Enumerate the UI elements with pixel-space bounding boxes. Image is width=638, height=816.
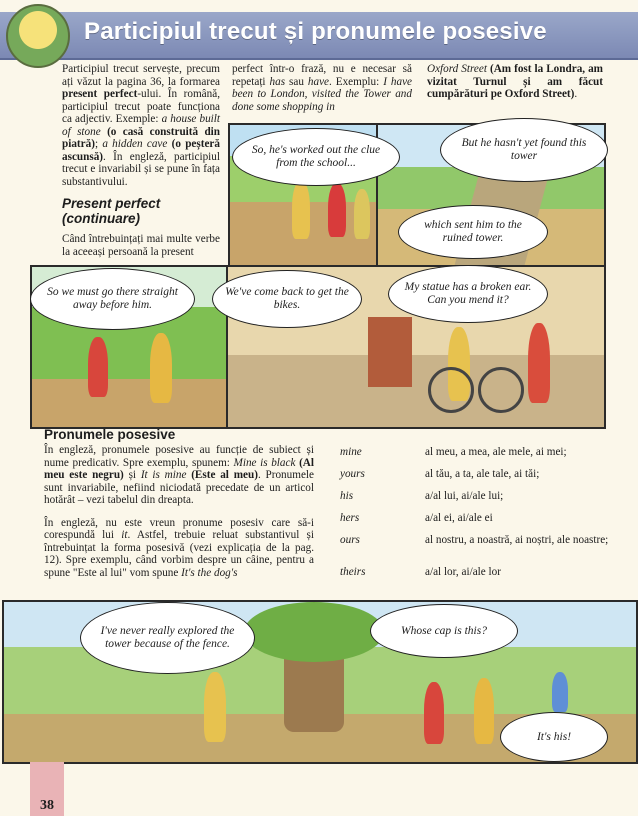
speech-bubble: We've come back to get the bikes. [212,270,362,328]
speech-bubble: But he hasn't yet found this tower [440,118,608,182]
pronoun-english: his [340,490,354,502]
speech-bubble: My statue has a broken ear. Can you mend it? [388,265,548,323]
intro-paragraph-3: perfect într-o frază, nu e necesar să repetați has sau have. Exemplu: I have been to London, visited the Tower and done some shopping in [232,63,412,113]
pronumele-paragraph-1: În engleză, pronumele posesive au funcție de subiect și nume predicativ. Spre exemplu, spunem: Mine is black (Al meu este negru) și It is mine (Este al meu). Pronumele sunt invariabile, nefiind niciodată precedate de un articol hotărât – vezi tabelul din dreapta. [44,444,314,506]
distant-boy-figure [552,672,568,712]
speech-bubble: So we must go there straight away before him. [30,268,195,330]
pronumele-paragraph-2: În engleză, nu este vreun pronume posesiv care să-i corespundă lui it. Astfel, trebuie reluat substantivul și întrebuințat la forma posesivă (vezi explicația de la pag. 12). Spre exemplu, când vorbim despre un câine, pentru a spune "Este al lui" vom spune It's the dog's [44,516,314,579]
intro-paragraph-2: Când întrebuințați mai multe verbe la aceeași persoană la present [62,233,220,258]
present-perfect-subheading: Present perfect (continuare) [62,196,161,226]
girl-figure [204,672,226,742]
pronoun-english: theirs [340,566,366,578]
speech-bubble: Whose cap is this? [370,604,518,658]
boy-figure [354,189,370,239]
intro-column-3 [427,63,603,101]
boy-figure [424,682,444,744]
pronoun-english: yours [340,468,365,480]
pronumele-text [44,444,314,579]
speech-bubble: I've never really explored the tower because of the fence. [80,602,255,674]
sunflower-logo-icon [6,4,70,68]
boy-red-jacket-figure [328,183,346,237]
pronoun-romanian: a/al ei, ai/ale ei [425,512,493,524]
pronoun-romanian: a/al lui, ai/ale lui; [425,490,504,502]
intro-column-1 [62,63,220,258]
intro-paragraph-1: Participiul trecut servește, precum ați văzut la pagina 36, la formarea present perfect-ului. În română, participiul trecut poate funcționa ca adjectiv. Exemple: a house built of stone (o casă construită din piatră); a hidden cave (o peșteră ascunsă). În engleză, participiul trecut e invariabil și se pune în fața substantivului. [62,63,221,188]
pronoun-romanian: al tău, a ta, ale tale, ai tăi; [425,468,540,480]
woman-figure [528,323,550,403]
bike-wheel [478,367,524,413]
intro-column-2 [232,63,412,113]
girl-figure [474,678,494,744]
intro-paragraph-4: Oxford Street (Am fost la Londra, am vizitat Turnul și am făcut cumpărături pe Oxford Street). [427,63,603,100]
speech-bubble: which sent him to the ruined tower. [398,205,548,259]
pronoun-english: mine [340,446,362,458]
page-number: 38 [30,762,64,816]
bike-wheel [428,367,474,413]
pronoun-english: hers [340,512,360,524]
girl-yellow-figure [292,181,310,239]
speech-bubble: It's his! [500,712,608,762]
pronoun-romanian: a/al lor, ai/ale lor [425,566,501,578]
door-shape [368,317,412,387]
speech-bubble: So, he's worked out the clue from the school... [232,128,400,186]
pronoun-romanian: al meu, a mea, ale mele, ai mei; [425,446,567,458]
page-title: Participiul trecut și pronumele posesive [84,18,547,45]
running-girl-figure [150,333,172,403]
tree-leaves [244,602,384,662]
pronoun-romanian: al nostru, a noastră, ai noștri, ale noastre; [425,534,609,546]
pronoun-english: ours [340,534,360,546]
pronumele-heading: Pronumele posesive [44,427,176,442]
running-boy-figure [88,337,108,397]
